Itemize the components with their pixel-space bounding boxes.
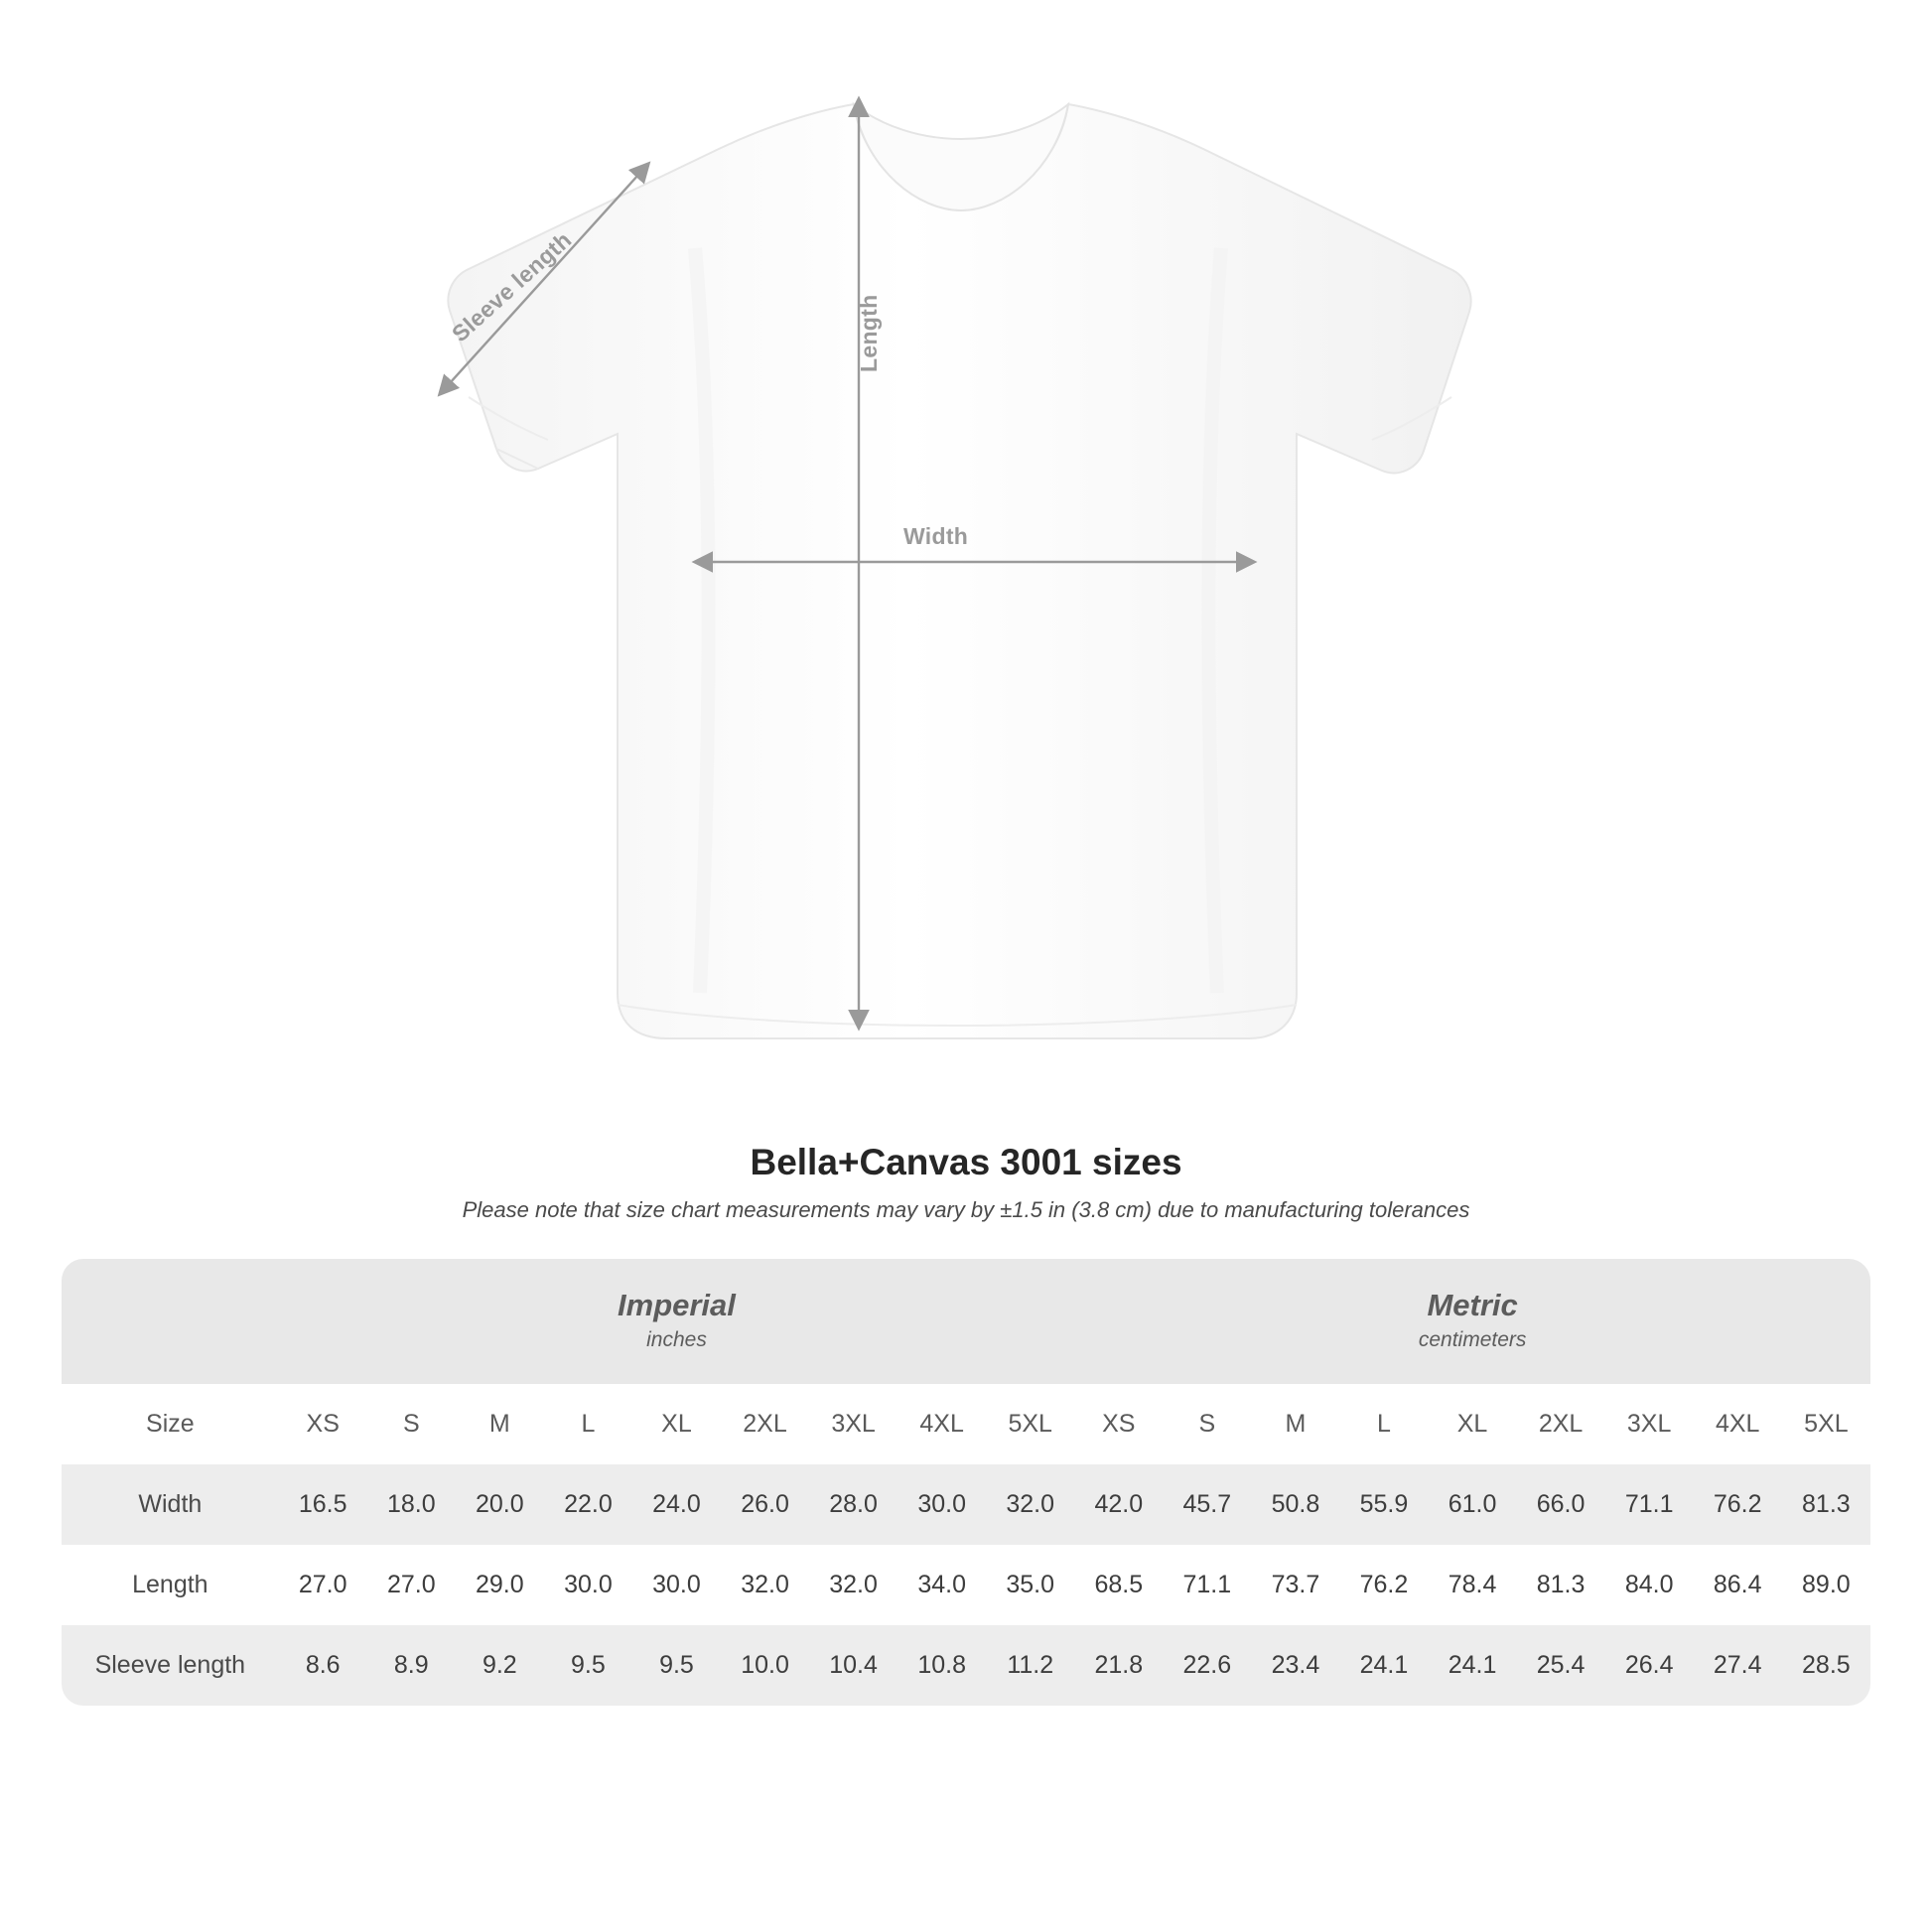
table-cell: 89.0 [1782, 1545, 1870, 1625]
table-cell: 68.5 [1074, 1545, 1163, 1625]
table-cell: 71.1 [1605, 1464, 1694, 1545]
table-cell: 81.3 [1782, 1464, 1870, 1545]
size-table [62, 1259, 1870, 1706]
table-cell: 24.1 [1429, 1625, 1517, 1706]
table-cell: 32.0 [721, 1545, 809, 1625]
size-header-cell: XS [1074, 1384, 1163, 1464]
table-cell: 30.0 [897, 1464, 986, 1545]
table-cell: 10.4 [809, 1625, 897, 1706]
size-header-cell: XL [632, 1384, 721, 1464]
table-cell: 61.0 [1429, 1464, 1517, 1545]
size-header-cell: S [367, 1384, 456, 1464]
table-cell: 50.8 [1251, 1464, 1339, 1545]
size-header-row [62, 1384, 1870, 1464]
table-cell: 23.4 [1251, 1625, 1339, 1706]
table-row [62, 1464, 1870, 1545]
page-title: Bella+Canvas 3001 sizes [750, 1142, 1182, 1182]
size-header-label: Size [62, 1384, 279, 1464]
table-cell: 78.4 [1429, 1545, 1517, 1625]
table-cell: 29.0 [456, 1545, 544, 1625]
table-cell: 9.5 [544, 1625, 632, 1706]
table-cell: 18.0 [367, 1464, 456, 1545]
table-cell: 26.4 [1605, 1625, 1694, 1706]
row-label-width: Width [62, 1464, 279, 1545]
size-header-cell: 4XL [1694, 1384, 1782, 1464]
table-cell: 45.7 [1163, 1464, 1251, 1545]
title-block [0, 1142, 1932, 1223]
size-header-cell: L [1339, 1384, 1428, 1464]
unit-sub-metric: centimeters [1418, 1327, 1527, 1351]
table-cell: 66.0 [1517, 1464, 1605, 1545]
width-label: Width [903, 523, 969, 549]
table-cell: 34.0 [897, 1545, 986, 1625]
unit-sub-imperial: inches [646, 1327, 707, 1351]
unit-name-metric: Metric [1427, 1288, 1518, 1322]
size-header-cell: 2XL [1517, 1384, 1605, 1464]
table-cell: 28.5 [1782, 1625, 1870, 1706]
table-cell: 28.0 [809, 1464, 897, 1545]
size-header-cell: S [1163, 1384, 1251, 1464]
table-cell: 76.2 [1339, 1545, 1428, 1625]
table-cell: 76.2 [1694, 1464, 1782, 1545]
table-cell: 10.0 [721, 1625, 809, 1706]
table-cell: 81.3 [1517, 1545, 1605, 1625]
size-header-cell: 5XL [986, 1384, 1074, 1464]
table-cell: 9.5 [632, 1625, 721, 1706]
table-cell: 10.8 [897, 1625, 986, 1706]
table-cell: 35.0 [986, 1545, 1074, 1625]
size-header-cell: XL [1429, 1384, 1517, 1464]
unit-header-spacer [62, 1259, 279, 1384]
table-cell: 32.0 [986, 1464, 1074, 1545]
size-table-container [62, 1259, 1870, 1706]
length-label: Length [856, 294, 882, 372]
table-cell: 27.0 [279, 1545, 367, 1625]
table-cell: 30.0 [544, 1545, 632, 1625]
table-cell: 25.4 [1517, 1625, 1605, 1706]
size-header-cell: M [1251, 1384, 1339, 1464]
size-header-cell: XS [279, 1384, 367, 1464]
table-cell: 32.0 [809, 1545, 897, 1625]
table-cell: 86.4 [1694, 1545, 1782, 1625]
size-header-cell: 3XL [809, 1384, 897, 1464]
table-row [62, 1625, 1870, 1706]
table-cell: 84.0 [1605, 1545, 1694, 1625]
size-header-cell: 3XL [1605, 1384, 1694, 1464]
table-cell: 8.6 [279, 1625, 367, 1706]
size-header-cell: 2XL [721, 1384, 809, 1464]
shirt-shape [448, 104, 1470, 1038]
table-cell: 8.9 [367, 1625, 456, 1706]
unit-header-metric [1074, 1259, 1870, 1384]
table-cell: 71.1 [1163, 1545, 1251, 1625]
row-label-sleeve-length: Sleeve length [62, 1625, 279, 1706]
table-cell: 73.7 [1251, 1545, 1339, 1625]
table-cell: 20.0 [456, 1464, 544, 1545]
unit-name-imperial: Imperial [618, 1288, 736, 1322]
unit-header-row [62, 1259, 1870, 1384]
table-cell: 22.6 [1163, 1625, 1251, 1706]
sleeve-length-label: Sleeve length [447, 226, 577, 347]
table-cell: 24.0 [632, 1464, 721, 1545]
table-cell: 55.9 [1339, 1464, 1428, 1545]
row-label-length: Length [62, 1545, 279, 1625]
table-cell: 30.0 [632, 1545, 721, 1625]
size-header-cell: 5XL [1782, 1384, 1870, 1464]
table-row [62, 1545, 1870, 1625]
table-cell: 27.4 [1694, 1625, 1782, 1706]
table-cell: 27.0 [367, 1545, 456, 1625]
table-cell: 9.2 [456, 1625, 544, 1706]
table-cell: 26.0 [721, 1464, 809, 1545]
table-cell: 16.5 [279, 1464, 367, 1545]
tolerance-note: Please note that size chart measurements may vary by ±1.5 in (3.8 cm) due to manufacturing tolerances [462, 1197, 1470, 1222]
unit-header-imperial [279, 1259, 1075, 1384]
table-cell: 24.1 [1339, 1625, 1428, 1706]
size-header-cell: 4XL [897, 1384, 986, 1464]
table-cell: 42.0 [1074, 1464, 1163, 1545]
size-header-cell: L [544, 1384, 632, 1464]
table-cell: 22.0 [544, 1464, 632, 1545]
table-cell: 11.2 [986, 1625, 1074, 1706]
table-cell: 21.8 [1074, 1625, 1163, 1706]
size-header-cell: M [456, 1384, 544, 1464]
